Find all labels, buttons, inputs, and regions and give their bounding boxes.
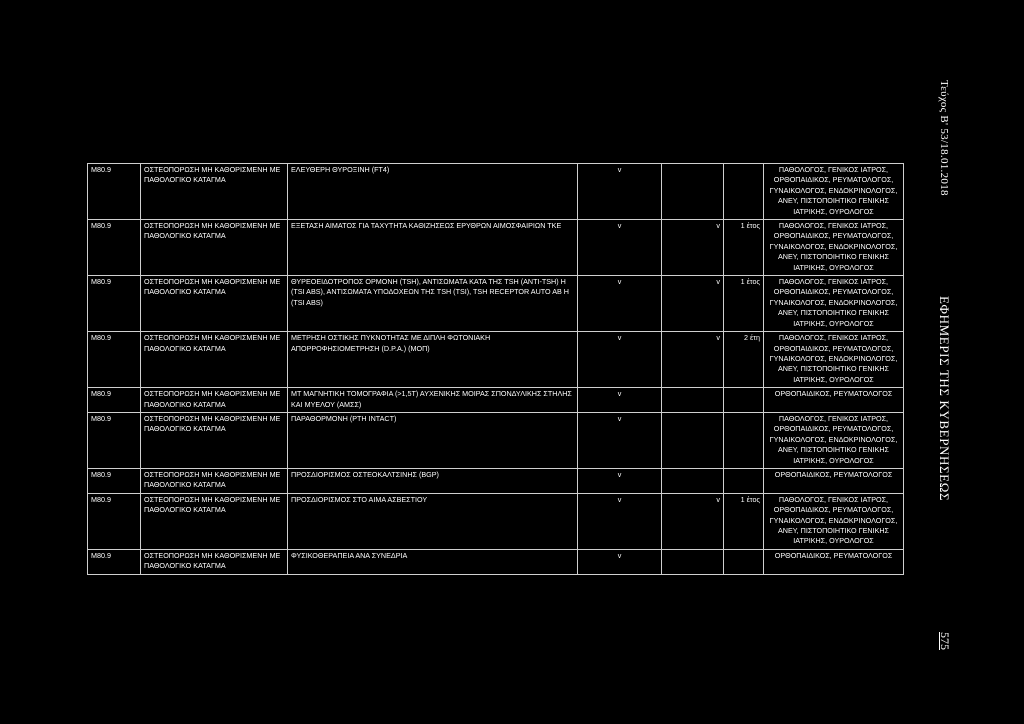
repeat-frequency: [724, 164, 764, 220]
exam-description: ΠΡΟΣΔΙΟΡΙΣΜΟΣ ΟΣΤΕΟΚΑΛΤΣΙΝΗΣ (BGP): [288, 468, 578, 493]
eligibility-mark: v: [578, 388, 662, 413]
repeat-frequency: [724, 412, 764, 468]
table-row: [88, 468, 904, 493]
eligibility-mark: v: [578, 332, 662, 388]
table-row: [88, 493, 904, 549]
diagnosis-description: ΟΣΤΕΟΠΟΡΩΣΗ ΜΗ ΚΑΘΟΡΙΣΜΕΝΗ ΜΕ ΠΑΘΟΛΟΓΙΚΟ ΚΑΤΑΓΜΑ: [141, 412, 288, 468]
exam-description: ΜΕΤΡΗΣΗ ΟΣΤΙΚΗΣ ΠΥΚΝΟΤΗΤΑΣ ΜΕ ΔΙΠΛΗ ΦΩΤΟΝΙΑΚΗ ΑΠΟΡΡΟΦΗΣΙΟΜΕΤΡΗΣΗ (D.P.A.) (ΜΟΠ): [288, 332, 578, 388]
responsible-specialties: ΟΡΘΟΠΑΙΔΙΚΟΣ, ΡΕΥΜΑΤΟΛΟΓΟΣ: [764, 388, 904, 413]
table-row: [88, 412, 904, 468]
eligibility-mark: v: [578, 493, 662, 549]
diagnosis-code: M80.9: [88, 468, 141, 493]
repeat-mark: v: [662, 332, 724, 388]
repeat-mark: [662, 388, 724, 413]
diagnosis-description: ΟΣΤΕΟΠΟΡΩΣΗ ΜΗ ΚΑΘΟΡΙΣΜΕΝΗ ΜΕ ΠΑΘΟΛΟΓΙΚΟ ΚΑΤΑΓΜΑ: [141, 468, 288, 493]
repeat-mark: v: [662, 493, 724, 549]
diagnosis-code: M80.9: [88, 164, 141, 220]
table-row: [88, 220, 904, 276]
responsible-specialties: ΠΑΘΟΛΟΓΟΣ, ΓΕΝΙΚΟΣ ΙΑΤΡΟΣ, ΟΡΘΟΠΑΙΔΙΚΟΣ, ΡΕΥΜΑΤΟΛΟΓΟΣ, ΓΥΝΑΙΚΟΛΟΓΟΣ, ΕΝΔΟΚΡΙΝΟΛΟΓΟΣ, ΑΝΕΥ, ΠΙΣΤΟΠΟΙΗΤΙΚΟ ΓΕΝΙΚΗΣ ΙΑΤΡΙΚΗΣ, ΟΥΡΟΛΟΓΟΣ: [764, 220, 904, 276]
exam-description: ΠΡΟΣΔΙΟΡΙΣΜΟΣ ΣΤΟ ΑΙΜΑ ΑΣΒΕΣΤΙΟΥ: [288, 493, 578, 549]
repeat-mark: v: [662, 220, 724, 276]
repeat-frequency: 1 έτος: [724, 220, 764, 276]
exam-description: ΦΥΣΙΚΟΘΕΡΑΠΕΙΑ ΑΝΑ ΣΥΝΕΔΡΙΑ: [288, 549, 578, 574]
repeat-mark: [662, 164, 724, 220]
exam-description: ΜΤ ΜΑΓΝΗΤΙΚΗ ΤΟΜΟΓΡΑΦΙΑ (>1,5Τ) ΑΥΧΕΝΙΚΗΣ ΜΟΙΡΑΣ ΣΠΟΝΔΥΛΙΚΗΣ ΣΤΗΛΗΣ ΚΑΙ ΜΥΕΛΟΥ (ΑΜΣΣ): [288, 388, 578, 413]
diagnosis-code: M80.9: [88, 549, 141, 574]
repeat-frequency: 1 έτος: [724, 276, 764, 332]
diagnosis-description: ΟΣΤΕΟΠΟΡΩΣΗ ΜΗ ΚΑΘΟΡΙΣΜΕΝΗ ΜΕ ΠΑΘΟΛΟΓΙΚΟ ΚΑΤΑΓΜΑ: [141, 276, 288, 332]
diagnosis-description: ΟΣΤΕΟΠΟΡΩΣΗ ΜΗ ΚΑΘΟΡΙΣΜΕΝΗ ΜΕ ΠΑΘΟΛΟΓΙΚΟ ΚΑΤΑΓΜΑ: [141, 164, 288, 220]
exam-table: [87, 163, 904, 575]
diagnosis-description: ΟΣΤΕΟΠΟΡΩΣΗ ΜΗ ΚΑΘΟΡΙΣΜΕΝΗ ΜΕ ΠΑΘΟΛΟΓΙΚΟ ΚΑΤΑΓΜΑ: [141, 493, 288, 549]
exam-description: ΠΑΡΑΘΟΡΜΟΝΗ (PTH INTACT): [288, 412, 578, 468]
repeat-frequency: 1 έτος: [724, 493, 764, 549]
issue-label: Τεύχος Β' 53/18.01.2018: [938, 80, 950, 196]
repeat-frequency: [724, 549, 764, 574]
responsible-specialties: ΟΡΘΟΠΑΙΔΙΚΟΣ, ΡΕΥΜΑΤΟΛΟΓΟΣ: [764, 468, 904, 493]
diagnosis-code: M80.9: [88, 332, 141, 388]
exam-description: ΕΛΕΥΘΕΡΗ ΘΥΡΟΞΙΝΗ (FT4): [288, 164, 578, 220]
repeat-mark: v: [662, 276, 724, 332]
responsible-specialties: ΠΑΘΟΛΟΓΟΣ, ΓΕΝΙΚΟΣ ΙΑΤΡΟΣ, ΟΡΘΟΠΑΙΔΙΚΟΣ, ΡΕΥΜΑΤΟΛΟΓΟΣ, ΓΥΝΑΙΚΟΛΟΓΟΣ, ΕΝΔΟΚΡΙΝΟΛΟΓΟΣ, ΑΝΕΥ, ΠΙΣΤΟΠΟΙΗΤΙΚΟ ΓΕΝΙΚΗΣ ΙΑΤΡΙΚΗΣ, ΟΥΡΟΛΟΓΟΣ: [764, 412, 904, 468]
table-row: [88, 276, 904, 332]
eligibility-mark: v: [578, 220, 662, 276]
repeat-frequency: [724, 388, 764, 413]
responsible-specialties: ΠΑΘΟΛΟΓΟΣ, ΓΕΝΙΚΟΣ ΙΑΤΡΟΣ, ΟΡΘΟΠΑΙΔΙΚΟΣ, ΡΕΥΜΑΤΟΛΟΓΟΣ, ΓΥΝΑΙΚΟΛΟΓΟΣ, ΕΝΔΟΚΡΙΝΟΛΟΓΟΣ, ΑΝΕΥ, ΠΙΣΤΟΠΟΙΗΤΙΚΟ ΓΕΝΙΚΗΣ ΙΑΤΡΙΚΗΣ, ΟΥΡΟΛΟΓΟΣ: [764, 332, 904, 388]
page-number: 575: [938, 632, 952, 650]
diagnosis-description: ΟΣΤΕΟΠΟΡΩΣΗ ΜΗ ΚΑΘΟΡΙΣΜΕΝΗ ΜΕ ΠΑΘΟΛΟΓΙΚΟ ΚΑΤΑΓΜΑ: [141, 220, 288, 276]
diagnosis-code: M80.9: [88, 276, 141, 332]
diagnosis-code: M80.9: [88, 493, 141, 549]
diagnosis-code: M80.9: [88, 220, 141, 276]
responsible-specialties: ΠΑΘΟΛΟΓΟΣ, ΓΕΝΙΚΟΣ ΙΑΤΡΟΣ, ΟΡΘΟΠΑΙΔΙΚΟΣ, ΡΕΥΜΑΤΟΛΟΓΟΣ, ΓΥΝΑΙΚΟΛΟΓΟΣ, ΕΝΔΟΚΡΙΝΟΛΟΓΟΣ, ΑΝΕΥ, ΠΙΣΤΟΠΟΙΗΤΙΚΟ ΓΕΝΙΚΗΣ ΙΑΤΡΙΚΗΣ, ΟΥΡΟΛΟΓΟΣ: [764, 164, 904, 220]
table-row: [88, 164, 904, 220]
table-row: [88, 388, 904, 413]
exam-description: ΘΥΡΕΟΕΙΔΟΤΡΟΠΟΣ ΟΡΜΟΝΗ (TSH), ΑΝΤΙΣΩΜΑΤΑ ΚΑΤΑ ΤΗΣ TSH (ANTI-TSH) Η (TSI ABS), ΑΝΤΙΣΩΜΑΤΑ ΥΠΟΔΟΧΕΩΝ ΤΗΣ TSH (TSI), TSH RECEPTOR AUTO AB Η (TSI ABS): [288, 276, 578, 332]
diagnosis-code: M80.9: [88, 412, 141, 468]
responsible-specialties: ΠΑΘΟΛΟΓΟΣ, ΓΕΝΙΚΟΣ ΙΑΤΡΟΣ, ΟΡΘΟΠΑΙΔΙΚΟΣ, ΡΕΥΜΑΤΟΛΟΓΟΣ, ΓΥΝΑΙΚΟΛΟΓΟΣ, ΕΝΔΟΚΡΙΝΟΛΟΓΟΣ, ΑΝΕΥ, ΠΙΣΤΟΠΟΙΗΤΙΚΟ ΓΕΝΙΚΗΣ ΙΑΤΡΙΚΗΣ, ΟΥΡΟΛΟΓΟΣ: [764, 493, 904, 549]
repeat-mark: [662, 468, 724, 493]
exam-description: ΕΞΕΤΑΣΗ ΑΙΜΑΤΟΣ ΓΙΑ ΤΑΧΥΤΗΤΑ ΚΑΘΙΖΗΣΕΩΣ ΕΡΥΘΡΩΝ ΑΙΜΟΣΦΑΙΡΙΩΝ ΤΚΕ: [288, 220, 578, 276]
table-row: [88, 332, 904, 388]
eligibility-mark: v: [578, 549, 662, 574]
diagnosis-description: ΟΣΤΕΟΠΟΡΩΣΗ ΜΗ ΚΑΘΟΡΙΣΜΕΝΗ ΜΕ ΠΑΘΟΛΟΓΙΚΟ ΚΑΤΑΓΜΑ: [141, 332, 288, 388]
diagnosis-description: ΟΣΤΕΟΠΟΡΩΣΗ ΜΗ ΚΑΘΟΡΙΣΜΕΝΗ ΜΕ ΠΑΘΟΛΟΓΙΚΟ ΚΑΤΑΓΜΑ: [141, 549, 288, 574]
eligibility-mark: v: [578, 412, 662, 468]
repeat-frequency: [724, 468, 764, 493]
repeat-frequency: 2 έτη: [724, 332, 764, 388]
table-row: [88, 549, 904, 574]
diagnosis-code: M80.9: [88, 388, 141, 413]
eligibility-mark: v: [578, 164, 662, 220]
eligibility-mark: v: [578, 468, 662, 493]
repeat-mark: [662, 412, 724, 468]
responsible-specialties: ΟΡΘΟΠΑΙΔΙΚΟΣ, ΡΕΥΜΑΤΟΛΟΓΟΣ: [764, 549, 904, 574]
eligibility-mark: v: [578, 276, 662, 332]
diagnosis-description: ΟΣΤΕΟΠΟΡΩΣΗ ΜΗ ΚΑΘΟΡΙΣΜΕΝΗ ΜΕ ΠΑΘΟΛΟΓΙΚΟ ΚΑΤΑΓΜΑ: [141, 388, 288, 413]
repeat-mark: [662, 549, 724, 574]
gazette-title: ΕΦΗΜΕΡΙΣ ΤΗΣ ΚΥΒΕΡΝΗΣΕΩΣ: [937, 296, 952, 502]
responsible-specialties: ΠΑΘΟΛΟΓΟΣ, ΓΕΝΙΚΟΣ ΙΑΤΡΟΣ, ΟΡΘΟΠΑΙΔΙΚΟΣ, ΡΕΥΜΑΤΟΛΟΓΟΣ, ΓΥΝΑΙΚΟΛΟΓΟΣ, ΕΝΔΟΚΡΙΝΟΛΟΓΟΣ, ΑΝΕΥ, ΠΙΣΤΟΠΟΙΗΤΙΚΟ ΓΕΝΙΚΗΣ ΙΑΤΡΙΚΗΣ, ΟΥΡΟΛΟΓΟΣ: [764, 276, 904, 332]
